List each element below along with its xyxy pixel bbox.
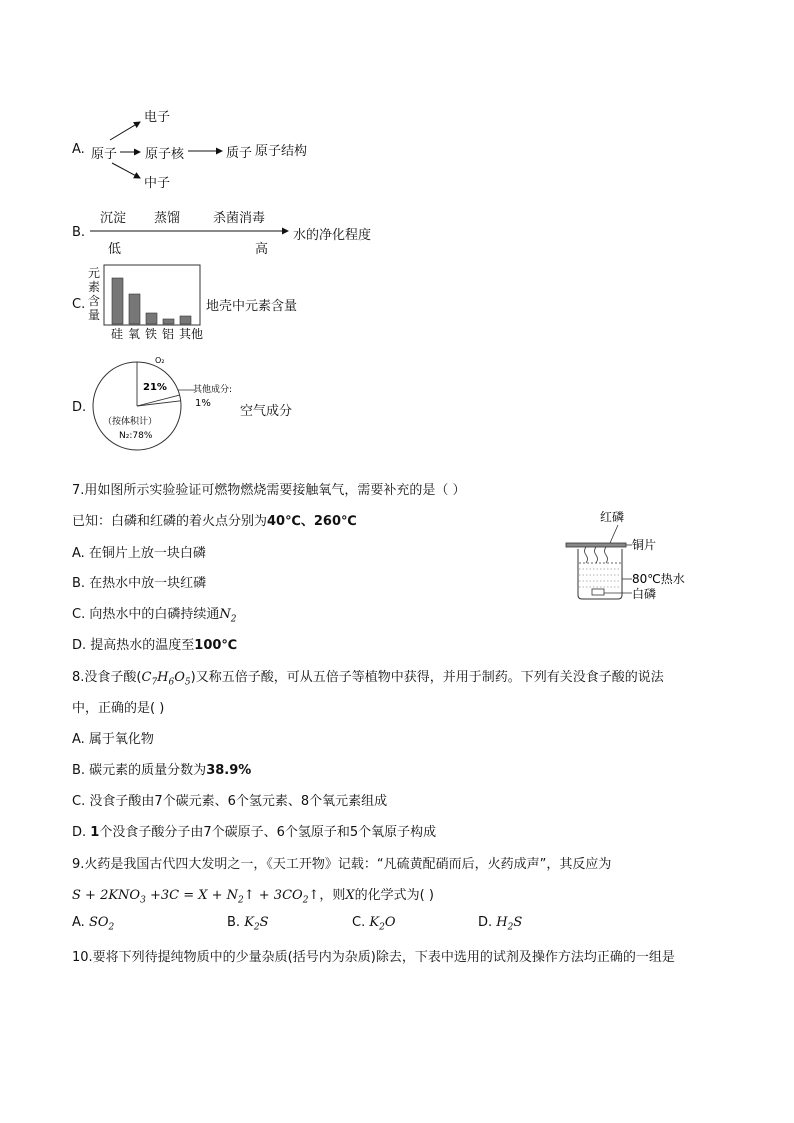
air-title: 空气成分 — [240, 404, 293, 419]
q7-option-d: D. 提高热水的温度至100℃ — [72, 638, 238, 653]
q8-option-d: D. 1个没食子酸分子由7个碳原子、6个氢原子和5个氧原子构成 — [72, 825, 437, 840]
air-pie-chart — [85, 350, 235, 460]
copper-plate — [566, 543, 626, 547]
purification-title: 水的净化程度 — [293, 228, 372, 243]
step-2: 蒸馏 — [154, 211, 181, 226]
n2-pct: N₂:78% — [119, 431, 153, 441]
proton-text: 质子 — [226, 146, 253, 161]
bar-4 — [180, 316, 191, 324]
white-p-label: 白磷 — [632, 587, 657, 601]
o2-pct: 21% — [143, 382, 167, 393]
q9-option-d: D. $H_2S$ — [478, 915, 523, 933]
bar-2 — [146, 313, 157, 324]
q8-option-a: A. 属于氧化物 — [72, 732, 154, 747]
step-3: 杀菌消毒 — [213, 211, 266, 226]
nucleus-text: 原子核 — [145, 147, 185, 162]
q9-line1: 9.火药是我国古代四大发明之一，《天工开物》记载：“凡硫黄配硝而后，火药成声”，其反应为 — [72, 857, 612, 872]
q7-known: 已知：白磷和红磷的着火点分别为40℃、260℃ — [72, 514, 357, 529]
electron-text: 电子 — [144, 110, 171, 125]
q8-option-b: B. 碳元素的质量分数为38.9% — [72, 763, 252, 778]
purification-axis — [90, 225, 295, 237]
q7-apparatus-figure — [560, 505, 700, 605]
other-pct: 1% — [195, 398, 211, 409]
atom-structure-title: 原子结构 — [255, 144, 308, 159]
o2-label: O₂ — [155, 356, 165, 365]
step-1: 沉淀 — [100, 211, 127, 226]
steam-lines — [585, 547, 608, 563]
option-a-arrows — [0, 0, 300, 200]
bar-0 — [112, 278, 123, 324]
bar-category-0: 硅 — [111, 327, 124, 341]
neutron-text: 中子 — [144, 176, 171, 191]
option-b-label: B. — [72, 225, 86, 240]
bar-category-3: 铝 — [162, 327, 175, 341]
q7-option-a: A. 在铜片上放一块白磷 — [72, 546, 206, 561]
high-text: 高 — [255, 242, 269, 257]
q7-option-b: B. 在热水中放一块红磷 — [72, 576, 207, 591]
q8-option-c: C. 没食子酸由7个碳元素、6个氢元素、8个氧元素组成 — [72, 794, 388, 809]
white-p-piece — [592, 589, 604, 595]
gallic-acid-formula: $C_7H_6O_5$ — [141, 670, 191, 688]
bar-category-2: 铁 — [145, 327, 158, 341]
bar-ylabel: 元素含量 — [88, 266, 101, 322]
water-pattern — [579, 569, 621, 587]
crust-bar-chart — [100, 264, 204, 342]
red-p-label: 红磷 — [600, 510, 625, 524]
option-d-label: D. — [72, 400, 87, 415]
bar-1 — [129, 294, 140, 324]
q9-equation: $S + 2KNO_3 +3C = X$ + $N_2↑$ + $3CO_2↑$，则X的化学式为( ) — [72, 888, 434, 906]
pie-basis: （按体积计） — [103, 417, 158, 427]
bar-category-4: 其他 — [179, 327, 204, 341]
q7-option-c: C. 向热水中的白磷持续通$N_2$ — [72, 607, 237, 625]
low-text: 低 — [108, 242, 122, 257]
hot-water-label: 80℃热水 — [632, 572, 685, 586]
copper-label: 铜片 — [632, 538, 657, 552]
crust-title: 地壳中元素含量 — [206, 299, 298, 314]
q9-option-c: C. $K_2O$ — [352, 915, 396, 933]
q9-option-a: A. $SO_2$ — [72, 915, 115, 933]
other-label: 其他成分: — [193, 385, 233, 395]
q8-line1: 8.没食子酸$(C_7H_6O_5)$又称五倍子酸，可从五倍子等植物中获得，并用于制药。下列有关没食子酸的说法 — [72, 670, 664, 688]
option-a-label: A. — [72, 142, 85, 157]
q10-line1: 10.要将下列待提纯物质中的少量杂质(括号内为杂质)除去，下表中选用的试剂及操作方法均正确的一组是 — [72, 950, 675, 965]
bar-category-1: 氧 — [128, 327, 141, 341]
option-c-label: C. — [72, 297, 86, 312]
atom-text: 原子 — [91, 147, 118, 162]
q9-option-b: B. $K_2S$ — [227, 915, 269, 933]
q7-stem: 7.用如图所示实验验证可燃物燃烧需要接触氧气，需要补充的是（ ） — [72, 483, 466, 498]
q8-line2: 中，正确的是( ) — [72, 701, 165, 716]
bar-3 — [163, 319, 174, 324]
